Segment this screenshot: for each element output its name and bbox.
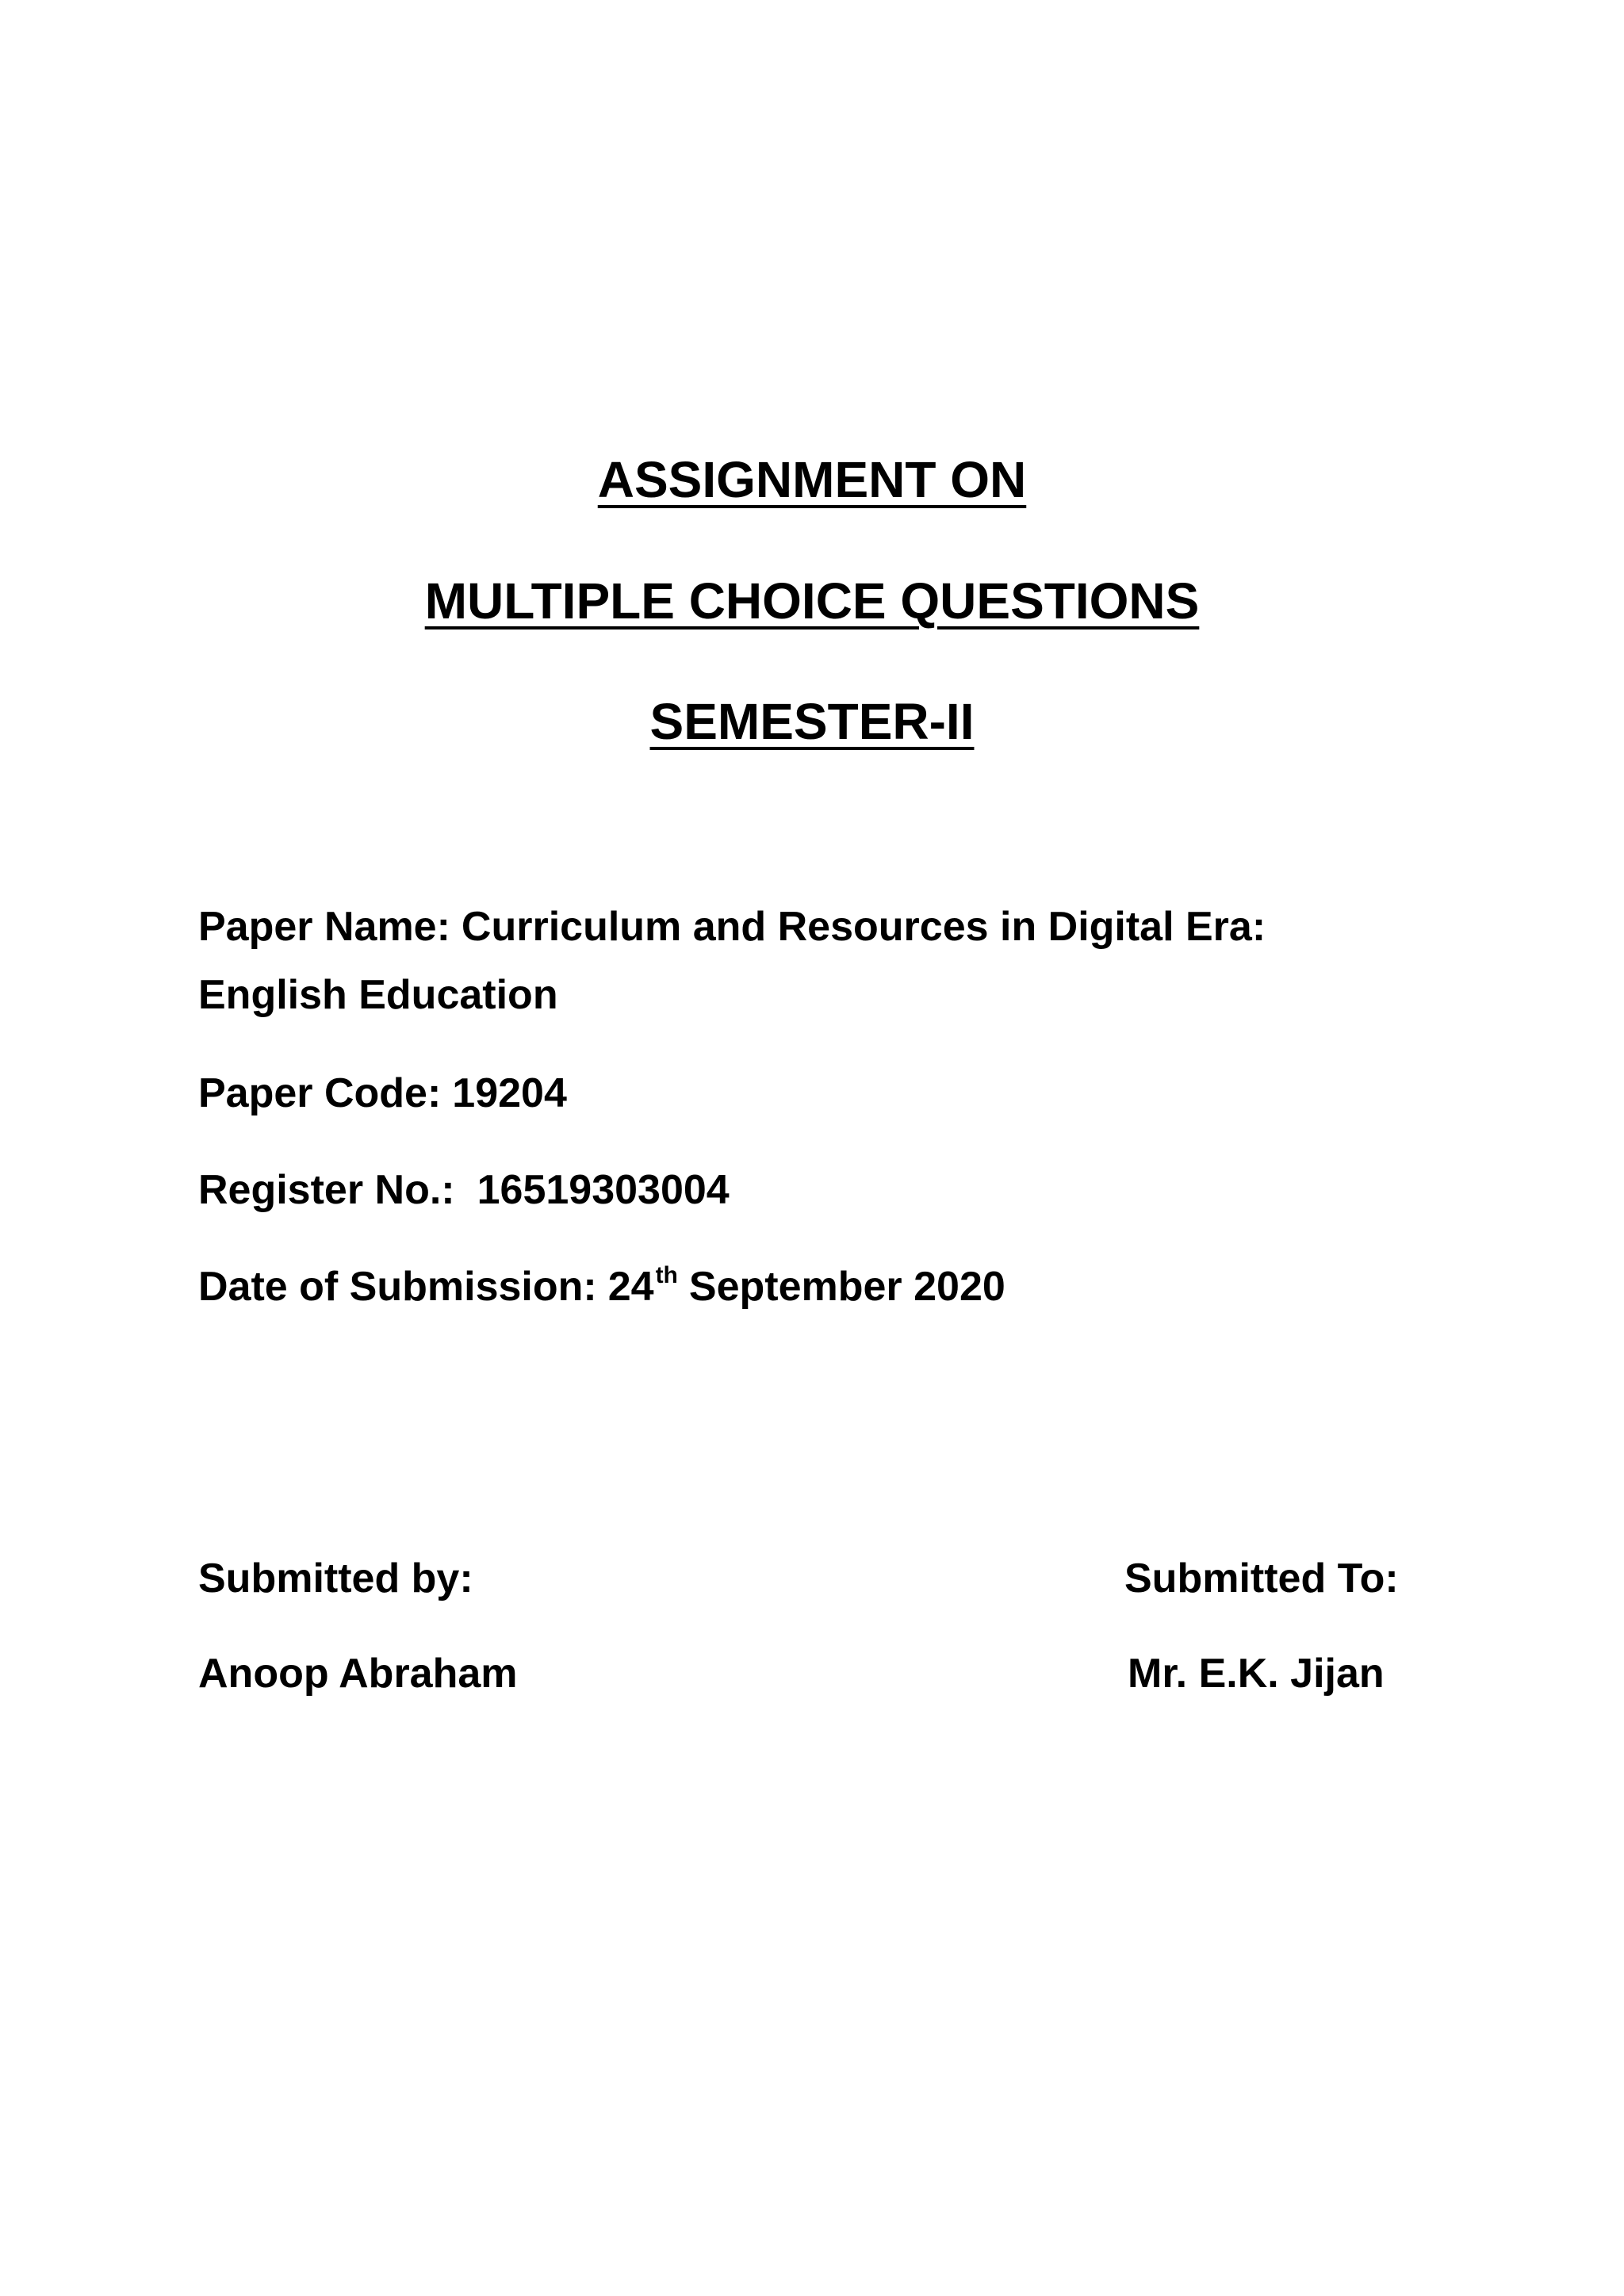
paper-code-label: Paper Code: <box>198 1070 442 1116</box>
paper-name-label: Paper Name: <box>198 904 450 950</box>
date-label: Date of Submission: <box>198 1264 597 1310</box>
submitted-to-label: Submitted To: <box>1124 1556 1399 1601</box>
date-month-year: September 2020 <box>688 1264 1005 1310</box>
date-day: 24 <box>607 1264 654 1310</box>
title-assignment-on: ASSIGNMENT ON <box>597 451 1027 508</box>
paper-name-line <box>198 901 1266 953</box>
register-number-line <box>198 1164 730 1216</box>
title-multiple-choice-questions: MULTIPLE CHOICE QUESTIONS <box>424 572 1200 629</box>
paper-code-line <box>198 1067 567 1119</box>
submitted-to-name: Mr. E.K. Jijan <box>1128 1651 1385 1697</box>
register-label: Register No.: <box>198 1167 455 1213</box>
submitted-by-label: Submitted by: <box>198 1556 473 1601</box>
register-value: 16519303004 <box>477 1167 730 1213</box>
paper-code-value: 19204 <box>452 1070 567 1116</box>
date-of-submission-line <box>198 1261 1005 1313</box>
date-day-suffix: th <box>655 1262 678 1288</box>
paper-name-continuation: English Education <box>198 972 558 1018</box>
submitted-by-name: Anoop Abraham <box>198 1651 518 1697</box>
paper-name-value: Curriculum and Resources in Digital Era: <box>461 904 1266 950</box>
title-semester: SEMESTER-II <box>649 693 975 750</box>
